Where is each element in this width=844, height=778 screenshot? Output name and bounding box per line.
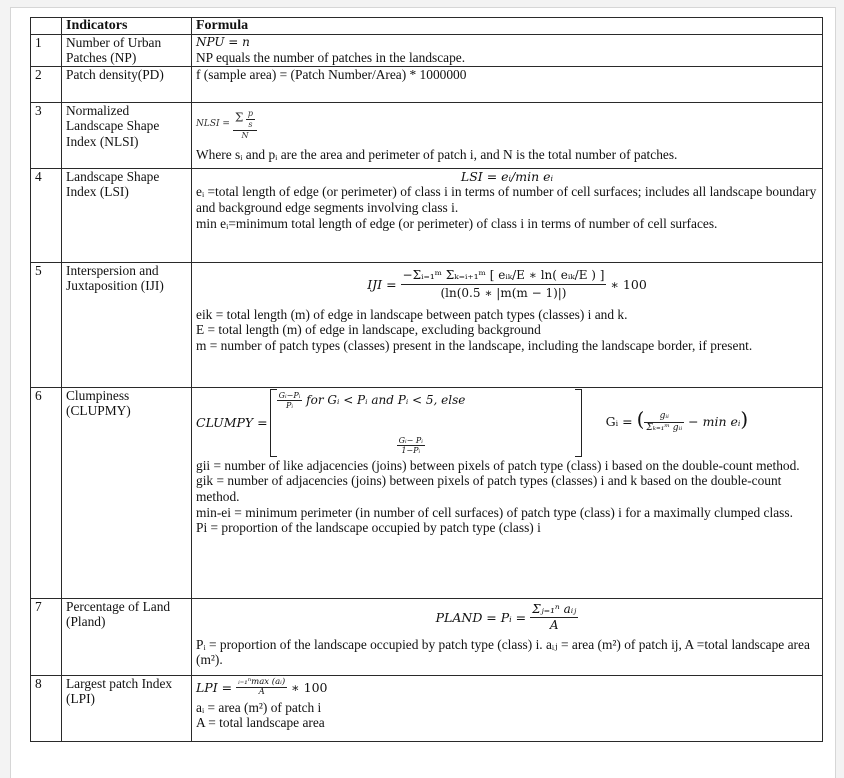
formula-description: aᵢ = area (m²) of patch i — [196, 699, 322, 715]
row-number: 5 — [31, 262, 62, 387]
formula-cell — [192, 168, 823, 262]
lpi-formula: LPI = $\frac{\text{ᵢ₌₁ⁿmax (aᵢ)}}{A}$ ∗ 100 — [196, 677, 328, 698]
formula-cell — [192, 675, 823, 741]
indicator-name: Interspersion and Juxtaposition (IJI) — [62, 262, 192, 387]
row-number: 3 — [31, 102, 62, 168]
piecewise-bracket: $\frac{\text{Gᵢ−Pᵢ}}{\text{Pᵢ}}$ for Gᵢ < Pᵢ and Pᵢ < 5, else $\frac{\text{Gᵢ− Pᵢ}}{\text{1−Pᵢ}}$ — [270, 389, 582, 457]
formula-description: NP equals the number of patches in the landscape. — [196, 50, 466, 66]
formula-cell — [192, 262, 823, 387]
formula-cell — [192, 598, 823, 675]
row-number: 8 — [31, 675, 62, 741]
nlsi-formula: NLSI = Σ $\frac{p}{s}$ N — [196, 103, 818, 147]
indicator-name: Landscape Shape Index (LSI) — [62, 168, 192, 262]
row-number: 4 — [31, 168, 62, 262]
row-number: 7 — [31, 598, 62, 675]
indicator-name: Number of Urban Patches (NP) — [62, 34, 192, 66]
formula-description: Pᵢ = proportion of the landscape occupied by patch type (class) i. aᵢⱼ = area (m²) of patch ij, A =total landscape area (m²). — [196, 636, 810, 668]
formula-description: gii = number of like adjacencies (joins) between pixels of patch type (class) i based on the double-count method. — [196, 457, 800, 473]
formula-expression: LSI = eᵢ/min eᵢ — [460, 168, 554, 184]
row-number: 2 — [31, 66, 62, 102]
formula-description: Where sᵢ and pᵢ are the area and perimeter of patch i, and N is the total number of patches. — [196, 146, 678, 162]
indicator-name: Patch density(PD) — [62, 66, 192, 102]
table-row — [31, 387, 823, 598]
g-formula: Gᵢ = ( $\frac{\text{gᵢᵢ}}{\text{Σₖ₌₁ᵐ gᵢᵢ}}$ − min eᵢ) — [605, 407, 749, 434]
formula-description: gik = number of adjacencies (joins) between pixels of patch types (classes) i and k based on the double-count method. — [196, 473, 782, 504]
row-number: 1 — [31, 34, 62, 66]
formula-description: min eᵢ=minimum total length of edge (or perimeter) of class i in terms of number of cell surfaces. — [196, 215, 718, 231]
header-formula: Formula — [192, 18, 823, 35]
formula-expression: f (sample area) = (Patch Number/Area) * 1000000 — [196, 66, 467, 82]
indicator-name: Clumpiness (CLUPMY) — [62, 387, 192, 598]
formula-description: m = number of patch types (classes) present in the landscape, including the landscape border, if present. — [196, 337, 753, 353]
table-header-row — [31, 18, 823, 35]
formula-description: Pi = proportion of the landscape occupied by patch type (class) i — [196, 520, 541, 536]
table-row — [31, 598, 823, 675]
formula-cell — [192, 102, 823, 168]
formula-expression: NPU = n — [196, 34, 250, 49]
document-page — [10, 7, 836, 778]
row-number: 6 — [31, 387, 62, 598]
header-number — [31, 18, 62, 35]
formula-cell — [192, 66, 823, 102]
indicator-name: Normalized Landscape Shape Index (NLSI) — [62, 102, 192, 168]
formula-description: eik = total length (m) of edge in landscape between patch types (classes) i and k. — [196, 306, 628, 322]
formula-cell — [192, 34, 823, 66]
pland-formula: PLAND = Pᵢ = $\frac{\text{Σⱼ₌₁ⁿ aᵢⱼ}}{A}$ — [435, 602, 577, 633]
indicators-table — [30, 17, 823, 742]
formula-description: eᵢ =total length of edge (or perimeter) of class i in terms of number of cell surfaces; includes all landscape boundary and background edge segments involving class i. — [196, 184, 817, 215]
table-row — [31, 262, 823, 387]
formula-description: min-ei = minimum perimeter (in number of cell surfaces) of patch type (class) i for a maximally clumped class. — [196, 504, 793, 520]
formula-description: E = total length (m) of edge in landscape, excluding background — [196, 322, 541, 338]
indicator-name: Largest patch Index (LPI) — [62, 675, 192, 741]
iji-formula: IJI = $\frac{\text{−Σᵢ₌₁ᵐ Σₖ₌ᵢ₊₁ᵐ [ eᵢₖ/E ∗ ln( eᵢₖ/E ) ]}}{(\ln(0.5 ∗ |m(m - 1)|)}$ ∗ 100 — [367, 268, 647, 301]
table-row — [31, 66, 823, 102]
table-row — [31, 34, 823, 66]
header-indicators: Indicators — [62, 18, 192, 35]
clumpy-formula: CLUMPY = $\frac{\text{Gᵢ−Pᵢ}}{\text{Pᵢ}}$ for Gᵢ < Pᵢ and Pᵢ < 5, else $\frac{\text{Gᵢ− Pᵢ}}{\text{1−Pᵢ}}$ Gᵢ = ( $\frac{\text{gᵢᵢ}}{\text{Σₖ₌₁ᵐ gᵢᵢ}}$ − min eᵢ) — [196, 390, 749, 455]
table-row — [31, 168, 823, 262]
formula-cell — [192, 387, 823, 598]
indicator-name: Percentage of Land (Pland) — [62, 598, 192, 675]
formula-description: A = total landscape area — [196, 715, 325, 731]
table-row — [31, 675, 823, 741]
table-row — [31, 102, 823, 168]
